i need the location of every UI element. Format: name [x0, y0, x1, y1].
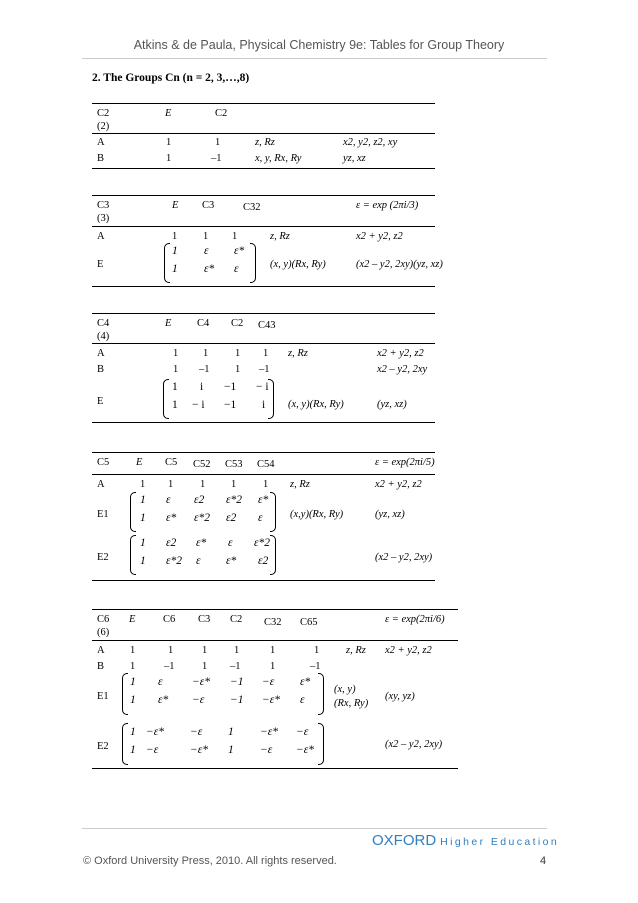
c5-e2-left-brace [130, 535, 136, 575]
matrix-cell: −ε [190, 726, 203, 738]
matrix-cell: ε2 [258, 555, 269, 567]
c4-row-label: A [97, 348, 105, 359]
c6-col-c3sq: C32 [264, 617, 282, 628]
matrix-cell: ε* [166, 512, 177, 524]
c4-row-label: B [97, 364, 105, 375]
matrix-cell: ε2 [226, 512, 237, 524]
c6-col-c3: C3 [198, 614, 211, 625]
matrix-cell: −ε* [146, 726, 165, 738]
c4-char: 1 [235, 348, 241, 359]
c6-char: 1 [130, 645, 136, 656]
c5-char: 1 [200, 479, 206, 490]
c6-char: 1 [130, 661, 136, 672]
c5-epsilon-def: ε = exp(2πi/5) [375, 457, 435, 468]
matrix-cell: 1 [140, 537, 146, 549]
c5-row-label: E2 [97, 552, 109, 563]
c6-char: 1 [168, 645, 174, 656]
c2-top-rule [92, 103, 435, 104]
c6-quadratic: (x2 – y2, 2xy) [385, 739, 443, 750]
c5-top-rule [92, 452, 435, 453]
matrix-cell: ε* [204, 263, 215, 275]
c5-col-e: E [136, 457, 143, 468]
c3-linear: z, Rz [270, 231, 290, 242]
matrix-cell: 1 [130, 676, 136, 688]
matrix-cell: −ε [296, 726, 309, 738]
c5-col-c5: C5 [165, 457, 178, 468]
c4-linear: (x, y)(Rx, Ry) [288, 399, 344, 410]
c6-e2-right-brace [318, 723, 324, 765]
c6-char: 1 [234, 645, 240, 656]
matrix-cell: −ε [192, 694, 205, 706]
c2-char: 1 [215, 137, 221, 148]
c6-char: 1 [202, 645, 208, 656]
c6-group-label: C6 [97, 614, 110, 625]
matrix-cell: −ε* [260, 726, 279, 738]
matrix-cell: 1 [140, 555, 146, 567]
matrix-cell: 1 [130, 744, 136, 756]
c5-quadratic: (x2 – y2, 2xy) [375, 552, 433, 563]
c6-col-e: E [129, 614, 136, 625]
c5-char: 1 [231, 479, 237, 490]
matrix-cell: i [200, 381, 204, 393]
c5-e2-right-brace [270, 535, 276, 575]
c6-row-label: A [97, 645, 105, 656]
page-number: 4 [540, 855, 547, 867]
c5-bottom-rule [92, 580, 435, 581]
c5-row-label: A [97, 479, 105, 490]
c6-char: 1 [270, 645, 276, 656]
c6-quadratic: x2 + y2, z2 [385, 645, 432, 656]
matrix-cell: ε* [258, 494, 269, 506]
matrix-cell: 1 [172, 245, 178, 257]
c2-char: 1 [166, 137, 172, 148]
c6-e2-left-brace [122, 723, 128, 765]
brand-subtitle: Higher Education [440, 836, 560, 848]
c3-row-label: E [97, 259, 104, 270]
c6-row-label: E1 [97, 691, 109, 702]
matrix-cell: ε [204, 245, 209, 257]
c3-group-label: C3 [97, 200, 110, 211]
c4-char: 1 [203, 348, 209, 359]
c4-quadratic: x2 – y2, 2xy [377, 364, 428, 375]
c6-col-c2: C2 [230, 614, 243, 625]
c6-col-c6five: C65 [300, 617, 318, 628]
c6-linear: (Rx, Ry) [334, 698, 369, 709]
c6-e1-left-brace [122, 673, 128, 715]
c5-col-c5cube: C53 [225, 459, 243, 470]
c3-quadratic: (x2 – y2, 2xy)(yz, xz) [356, 259, 443, 270]
c5-col-c5sq: C52 [193, 459, 211, 470]
matrix-cell: 1 [130, 694, 136, 706]
c4-col-c2: C2 [231, 318, 244, 329]
c6-quadratic: (xy, yz) [385, 691, 415, 702]
matrix-cell: −ε [262, 676, 275, 688]
matrix-cell: ε [196, 555, 201, 567]
matrix-cell: ε* [196, 537, 207, 549]
matrix-cell: 1 [172, 263, 178, 275]
c3-right-brace [250, 243, 256, 283]
c2-linear: x, y, Rx, Ry [255, 153, 302, 164]
c5-mid-rule [92, 474, 435, 475]
c5-char: 1 [263, 479, 269, 490]
c3-mid-rule [92, 226, 435, 227]
c4-left-brace [163, 379, 169, 419]
page-header: Atkins & de Paula, Physical Chemistry 9e: Tables for Group Theory [133, 38, 505, 52]
c4-col-c4cube: C43 [258, 320, 276, 331]
c6-e1-right-brace [318, 673, 324, 715]
c5-linear: z, Rz [290, 479, 310, 490]
matrix-cell: i [262, 399, 266, 411]
c4-quadratic: x2 + y2, z2 [377, 348, 424, 359]
c3-char: 1 [232, 231, 238, 242]
c4-char: 1 [263, 348, 269, 359]
c2-col-e: E [165, 108, 172, 119]
copyright-notice: © Oxford University Press, 2010. All rights reserved. [83, 855, 337, 867]
c3-epsilon-def: ε = exp (2πi/3) [356, 200, 419, 211]
c6-char: –1 [164, 661, 175, 672]
matrix-cell: ε2 [166, 537, 177, 549]
matrix-cell: − i [256, 381, 269, 393]
c6-epsilon-def: ε = exp(2πi/6) [385, 614, 445, 625]
c4-char: 1 [235, 364, 241, 375]
c6-char: 1 [270, 661, 276, 672]
c5-char: 1 [168, 479, 174, 490]
matrix-cell: ε*2 [254, 537, 271, 549]
c6-row-label: E2 [97, 741, 109, 752]
matrix-cell: ε [300, 694, 305, 706]
c4-right-brace [268, 379, 274, 419]
c6-col-c6: C6 [163, 614, 176, 625]
c6-char: –1 [310, 661, 321, 672]
c3-top-rule [92, 195, 435, 196]
header-rule [82, 58, 547, 59]
c3-char: 1 [172, 231, 178, 242]
matrix-cell: ε [258, 512, 263, 524]
c2-char: 1 [166, 153, 172, 164]
c5-quadratic: (yz, xz) [375, 509, 405, 520]
matrix-cell: ε*2 [226, 494, 243, 506]
matrix-cell: −ε* [296, 744, 315, 756]
c3-col-c3sq: C32 [243, 202, 261, 213]
c4-top-rule [92, 313, 435, 314]
matrix-cell: ε [158, 676, 163, 688]
matrix-cell: ε*2 [166, 555, 183, 567]
matrix-cell: −1 [224, 381, 237, 393]
matrix-cell: −ε* [190, 744, 209, 756]
c6-char: 1 [202, 661, 208, 672]
c2-linear: z, Rz [255, 137, 275, 148]
c6-mid-rule [92, 640, 458, 641]
matrix-cell: −1 [230, 676, 244, 688]
c5-char: 1 [140, 479, 146, 490]
c6-char: –1 [230, 661, 241, 672]
c2-row-label: B [97, 153, 105, 164]
c4-linear: z, Rz [288, 348, 308, 359]
c4-row-label: E [97, 396, 104, 407]
c3-bottom-rule [92, 286, 435, 287]
c4-char: –1 [199, 364, 210, 375]
matrix-cell: − i [192, 399, 205, 411]
c5-row-label: E1 [97, 509, 109, 520]
c2-group-label: C2 [97, 108, 110, 119]
c4-mid-rule [92, 343, 435, 344]
section-title: 2. The Groups Cn (n = 2, 3,…,8) [92, 72, 250, 84]
c3-order: (3) [97, 213, 110, 224]
matrix-cell: 1 [130, 726, 136, 738]
c2-row-label: A [97, 137, 105, 148]
matrix-cell: −ε [146, 744, 159, 756]
footer-rule [82, 828, 547, 829]
publisher-logo [372, 832, 559, 850]
c2-order: (2) [97, 121, 110, 132]
c3-char: 1 [203, 231, 209, 242]
matrix-cell: −ε* [192, 676, 211, 688]
matrix-cell: ε* [226, 555, 237, 567]
c3-row-label: A [97, 231, 105, 242]
brand-name: OXFORD [372, 832, 437, 849]
c2-quadratic: x2, y2, z2, xy [343, 137, 398, 148]
c4-bottom-rule [92, 422, 435, 423]
c3-col-e: E [172, 200, 179, 211]
c6-linear: z, Rz [346, 645, 366, 656]
matrix-cell: −ε [260, 744, 273, 756]
c6-linear: (x, y) [334, 684, 356, 695]
matrix-cell: −1 [230, 694, 244, 706]
matrix-cell: ε* [300, 676, 311, 688]
matrix-cell: 1 [228, 726, 234, 738]
c5-linear: (x,y)(Rx, Ry) [290, 509, 344, 520]
c3-quadratic: x2 + y2, z2 [356, 231, 403, 242]
matrix-cell: ε [234, 263, 239, 275]
matrix-cell: −ε* [262, 694, 281, 706]
matrix-cell: ε* [158, 694, 169, 706]
c6-char: 1 [314, 645, 320, 656]
c2-bottom-rule [92, 168, 435, 169]
c3-col-c3: C3 [202, 200, 215, 211]
c5-group-label: C5 [97, 457, 110, 468]
c6-order: (6) [97, 627, 110, 638]
c3-left-brace [164, 243, 170, 283]
c4-group-label: C4 [97, 318, 110, 329]
matrix-cell: ε [228, 537, 233, 549]
c5-col-c5four: C54 [257, 459, 275, 470]
matrix-cell: 1 [172, 381, 178, 393]
matrix-cell: 1 [228, 744, 234, 756]
c2-col-c2: C2 [215, 108, 228, 119]
c2-quadratic: yz, xz [343, 153, 366, 164]
matrix-cell: 1 [172, 399, 178, 411]
c5-e1-left-brace [130, 492, 136, 532]
matrix-cell: ε [166, 494, 171, 506]
c4-col-e: E [165, 318, 172, 329]
c4-order: (4) [97, 331, 110, 342]
c4-char: –1 [259, 364, 270, 375]
c4-char: 1 [173, 348, 179, 359]
matrix-cell: ε*2 [194, 512, 211, 524]
c4-char: 1 [173, 364, 179, 375]
c3-linear: (x, y)(Rx, Ry) [270, 259, 326, 270]
matrix-cell: −1 [224, 399, 237, 411]
c5-e1-right-brace [270, 492, 276, 532]
matrix-cell: 1 [140, 512, 146, 524]
c4-col-c4: C4 [197, 318, 210, 329]
matrix-cell: 1 [140, 494, 146, 506]
c6-bottom-rule [92, 768, 458, 769]
matrix-cell: ε* [234, 245, 245, 257]
matrix-cell: ε2 [194, 494, 205, 506]
c6-row-label: B [97, 661, 105, 672]
c2-mid-rule [92, 133, 435, 134]
c2-char: –1 [211, 153, 222, 164]
c4-quadratic: (yz, xz) [377, 399, 407, 410]
c6-top-rule [92, 609, 458, 610]
c5-quadratic: x2 + y2, z2 [375, 479, 422, 490]
